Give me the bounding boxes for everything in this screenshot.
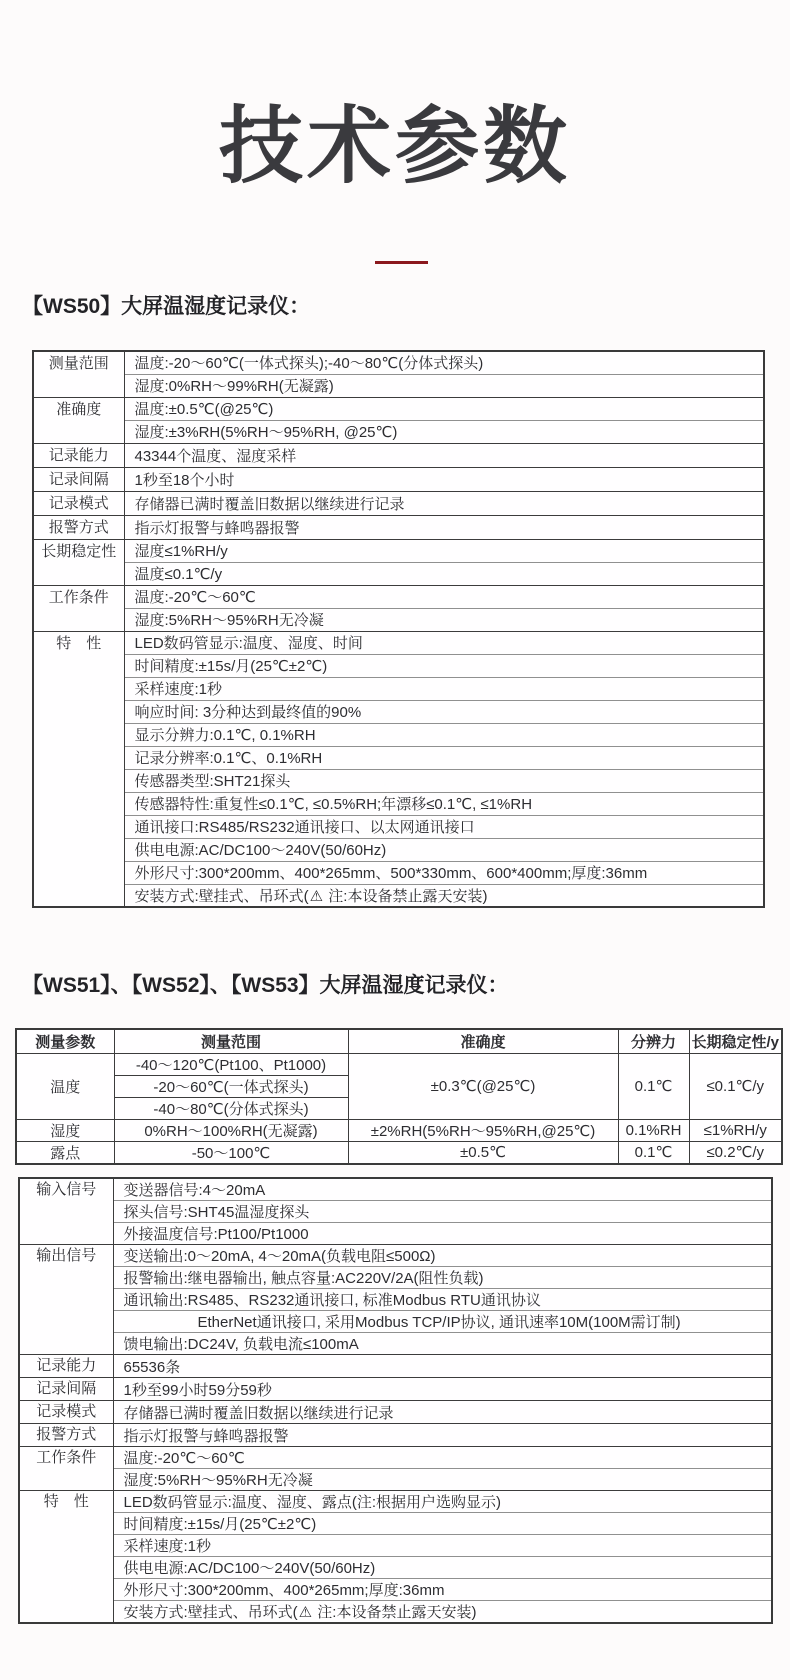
spec-value-cell: 温度:±0.5℃(@25℃) — [124, 397, 764, 420]
spec-label-cell: 记录间隔 — [33, 467, 124, 491]
table-row — [33, 397, 764, 420]
spec-value-cell: 湿度:5%RH～95%RH无冷凝 — [124, 608, 764, 631]
ws50-spec-table — [32, 350, 765, 908]
table-row — [19, 1267, 772, 1289]
spec-value-cell: 时间精度:±15s/月(25℃±2℃) — [113, 1513, 772, 1535]
spec-value-cell: 外形尺寸:300*200mm、400*265mm、500*330mm、600*400mm;厚度:36mm — [124, 861, 764, 884]
column-header: 测量参数 — [16, 1029, 114, 1053]
spec-value-cell: 43344个温度、湿度采样 — [124, 443, 764, 467]
spec-value-cell: 指示灯报警与蜂鸣器报警 — [113, 1424, 772, 1447]
range-cell: -20～60℃(一体式探头) — [114, 1075, 348, 1097]
spec-value-cell: 1秒至99小时59分59秒 — [113, 1378, 772, 1401]
param-cell: 露点 — [16, 1141, 114, 1164]
spec-value-cell: 指示灯报警与蜂鸣器报警 — [124, 515, 764, 539]
table-row — [33, 420, 764, 443]
spec-value-cell — [113, 1601, 772, 1624]
table-row — [19, 1245, 772, 1267]
spec-value-cell: 外接温度信号:Pt100/Pt1000 — [113, 1223, 772, 1245]
table-row — [19, 1601, 772, 1624]
spec-value-cell: 湿度:5%RH～95%RH无冷凝 — [113, 1469, 772, 1491]
spec-value-cell: 记录分辨率:0.1℃、0.1%RH — [124, 746, 764, 769]
spec-value-cell: 1秒至18个小时 — [124, 467, 764, 491]
spec-value-cell: 通讯输出:RS485、RS232通讯接口, 标准Modbus RTU通讯协议 — [113, 1289, 772, 1311]
range-cell: -50～100℃ — [114, 1141, 348, 1164]
resolution-cell: 0.1℃ — [618, 1053, 689, 1119]
spec-label-cell: 输入信号 — [19, 1178, 113, 1245]
spec-label-cell: 工作条件 — [33, 585, 124, 631]
table-row — [19, 1557, 772, 1579]
spec-label-cell: 记录能力 — [19, 1355, 113, 1378]
spec-value-cell: 供电电源:AC/DC100～240V(50/60Hz) — [124, 838, 764, 861]
spec-value-cell: 响应时间: 3分种达到最终值的90% — [124, 700, 764, 723]
param-cell: 湿度 — [16, 1119, 114, 1141]
section-heading-ws50: 【WS50】大屏温湿度记录仪： — [22, 295, 311, 318]
table-row — [19, 1333, 772, 1355]
table-row — [33, 861, 764, 884]
spec-value-cell: 时间精度:±15s/月(25℃±2℃) — [124, 654, 764, 677]
spec-value-cell: 存储器已满时覆盖旧数据以继续进行记录 — [113, 1401, 772, 1424]
range-cell: -40～80℃(分体式探头) — [114, 1097, 348, 1119]
warning-icon: ⚠ — [309, 887, 324, 905]
table-row — [16, 1141, 782, 1164]
install-text-pre: 安装方式:壁挂式、吊环式( — [123, 1604, 298, 1621]
spec-value-cell: 传感器特性:重复性≤0.1℃, ≤0.5%RH;年漂移≤0.1℃, ≤1%RH — [124, 792, 764, 815]
spec-value-cell: EtherNet通讯接口, 采用Modbus TCP/IP协议, 通讯速率10M(100M需订制) — [113, 1311, 772, 1333]
warning-icon: ⚠ — [298, 1604, 313, 1621]
spec-value-cell: 采样速度:1秒 — [124, 677, 764, 700]
table-row — [33, 769, 764, 792]
table-row — [33, 491, 764, 515]
spec-value-cell: LED数码管显示:温度、湿度、时间 — [124, 631, 764, 654]
spec-value-cell: 探头信号:SHT45温湿度探头 — [113, 1201, 772, 1223]
spec-value-cell: 变送器信号:4～20mA — [113, 1178, 772, 1201]
spec-label-cell: 长期稳定性 — [33, 539, 124, 585]
table-row — [33, 677, 764, 700]
table-row — [33, 838, 764, 861]
spec-value-cell: 报警输出:继电器输出, 触点容量:AC220V/2A(阻性负载) — [113, 1267, 772, 1289]
table-row — [19, 1469, 772, 1491]
stability-cell: ≤0.2℃/y — [689, 1141, 782, 1164]
spec-value-cell: 变送输出:0～20mA, 4～20mA(负载电阻≤500Ω) — [113, 1245, 772, 1267]
resolution-cell: 0.1%RH — [618, 1119, 689, 1141]
table-row — [19, 1513, 772, 1535]
ws51-53-spec-table — [18, 1177, 773, 1624]
spec-value-cell: 湿度≤1%RH/y — [124, 539, 764, 562]
table-row — [19, 1201, 772, 1223]
table-row — [19, 1223, 772, 1245]
table-row — [16, 1119, 782, 1141]
spec-label-cell: 测量范围 — [33, 351, 124, 397]
table-row — [16, 1053, 782, 1075]
spec-value-cell: 外形尺寸:300*200mm、400*265mm;厚度:36mm — [113, 1579, 772, 1601]
table-row — [33, 792, 764, 815]
install-text-pre: 安装方式:壁挂式、吊环式( — [134, 887, 309, 905]
spec-label-cell: 报警方式 — [19, 1424, 113, 1447]
range-cell: 0%RH～100%RH(无凝露) — [114, 1119, 348, 1141]
spec-label-cell: 输出信号 — [19, 1245, 113, 1355]
table-row — [33, 467, 764, 491]
table-row — [19, 1355, 772, 1378]
spec-label-cell: 特 性 — [33, 631, 124, 907]
table-row — [33, 608, 764, 631]
title-divider — [375, 261, 428, 264]
range-cell: -40～120℃(Pt100、Pt1000) — [114, 1053, 348, 1075]
column-header: 长期稳定性/y — [689, 1029, 782, 1053]
param-cell: 温度 — [16, 1053, 114, 1119]
spec-label-cell: 准确度 — [33, 397, 124, 443]
spec-value-cell: 温度:-20℃～60℃ — [124, 585, 764, 608]
spec-value-cell: 湿度:±3%RH(5%RH～95%RH, @25℃) — [124, 420, 764, 443]
spec-value-cell: 温度:-20℃～60℃ — [113, 1447, 772, 1469]
column-header: 分辨力 — [618, 1029, 689, 1053]
install-text-post: 注:本设备禁止露天安装) — [324, 887, 488, 905]
install-text-post: 注:本设备禁止露天安装) — [313, 1604, 477, 1621]
spec-value-cell: 通讯接口:RS485/RS232通讯接口、以太网通讯接口 — [124, 815, 764, 838]
table-row — [19, 1289, 772, 1311]
table-row — [19, 1424, 772, 1447]
stability-cell: ≤1%RH/y — [689, 1119, 782, 1141]
table-row — [33, 351, 764, 374]
table-row — [33, 539, 764, 562]
spec-label-cell: 记录模式 — [19, 1401, 113, 1424]
table-row — [19, 1178, 772, 1201]
spec-value-cell: 传感器类型:SHT21探头 — [124, 769, 764, 792]
table-row — [33, 443, 764, 467]
table-row — [19, 1447, 772, 1469]
accuracy-cell: ±2%RH(5%RH～95%RH,@25℃) — [348, 1119, 618, 1141]
table-row — [33, 631, 764, 654]
spec-value-cell: 湿度:0%RH～99%RH(无凝露) — [124, 374, 764, 397]
table-row — [19, 1579, 772, 1601]
table-header-row — [16, 1029, 782, 1053]
spec-label-cell: 报警方式 — [33, 515, 124, 539]
table-row — [33, 746, 764, 769]
table-row — [33, 884, 764, 907]
spec-value-cell: 采样速度:1秒 — [113, 1535, 772, 1557]
spec-label-cell: 记录间隔 — [19, 1378, 113, 1401]
accuracy-cell: ±0.3℃(@25℃) — [348, 1053, 618, 1119]
spec-value-cell: 温度≤0.1℃/y — [124, 562, 764, 585]
accuracy-cell: ±0.5℃ — [348, 1141, 618, 1164]
resolution-cell: 0.1℃ — [618, 1141, 689, 1164]
section-heading-ws51-53: 【WS51】、【WS52】、【WS53】大屏温湿度记录仪： — [22, 974, 509, 997]
spec-label-cell: 特 性 — [19, 1491, 113, 1624]
table-row — [19, 1311, 772, 1333]
column-header: 准确度 — [348, 1029, 618, 1053]
spec-value-cell: 供电电源:AC/DC100～240V(50/60Hz) — [113, 1557, 772, 1579]
table-row — [33, 654, 764, 677]
table-row — [33, 700, 764, 723]
spec-label-cell: 工作条件 — [19, 1447, 113, 1491]
spec-value-cell: 65536条 — [113, 1355, 772, 1378]
column-header: 测量范围 — [114, 1029, 348, 1053]
table-row — [33, 515, 764, 539]
table-row — [33, 723, 764, 746]
table-row — [19, 1378, 772, 1401]
spec-value-cell: LED数码管显示:温度、湿度、露点(注:根据用户选购显示) — [113, 1491, 772, 1513]
table-row — [19, 1535, 772, 1557]
spec-label-cell: 记录能力 — [33, 443, 124, 467]
spec-value-cell: 温度:-20～60℃(一体式探头);-40～80℃(分体式探头) — [124, 351, 764, 374]
spec-value-cell: 显示分辨力:0.1℃, 0.1%RH — [124, 723, 764, 746]
table-row — [33, 562, 764, 585]
table-row — [19, 1491, 772, 1513]
spec-value-cell: 馈电输出:DC24V, 负载电流≤100mA — [113, 1333, 772, 1355]
table-row — [33, 374, 764, 397]
table-row — [33, 585, 764, 608]
table-row — [19, 1401, 772, 1424]
ws51-53-param-table — [15, 1028, 783, 1165]
spec-label-cell: 记录模式 — [33, 491, 124, 515]
spec-value-cell: 存储器已满时覆盖旧数据以继续进行记录 — [124, 491, 764, 515]
stability-cell: ≤0.1℃/y — [689, 1053, 782, 1119]
page-title: 技术参数 — [218, 99, 571, 193]
spec-value-cell — [124, 884, 764, 907]
table-row — [33, 815, 764, 838]
